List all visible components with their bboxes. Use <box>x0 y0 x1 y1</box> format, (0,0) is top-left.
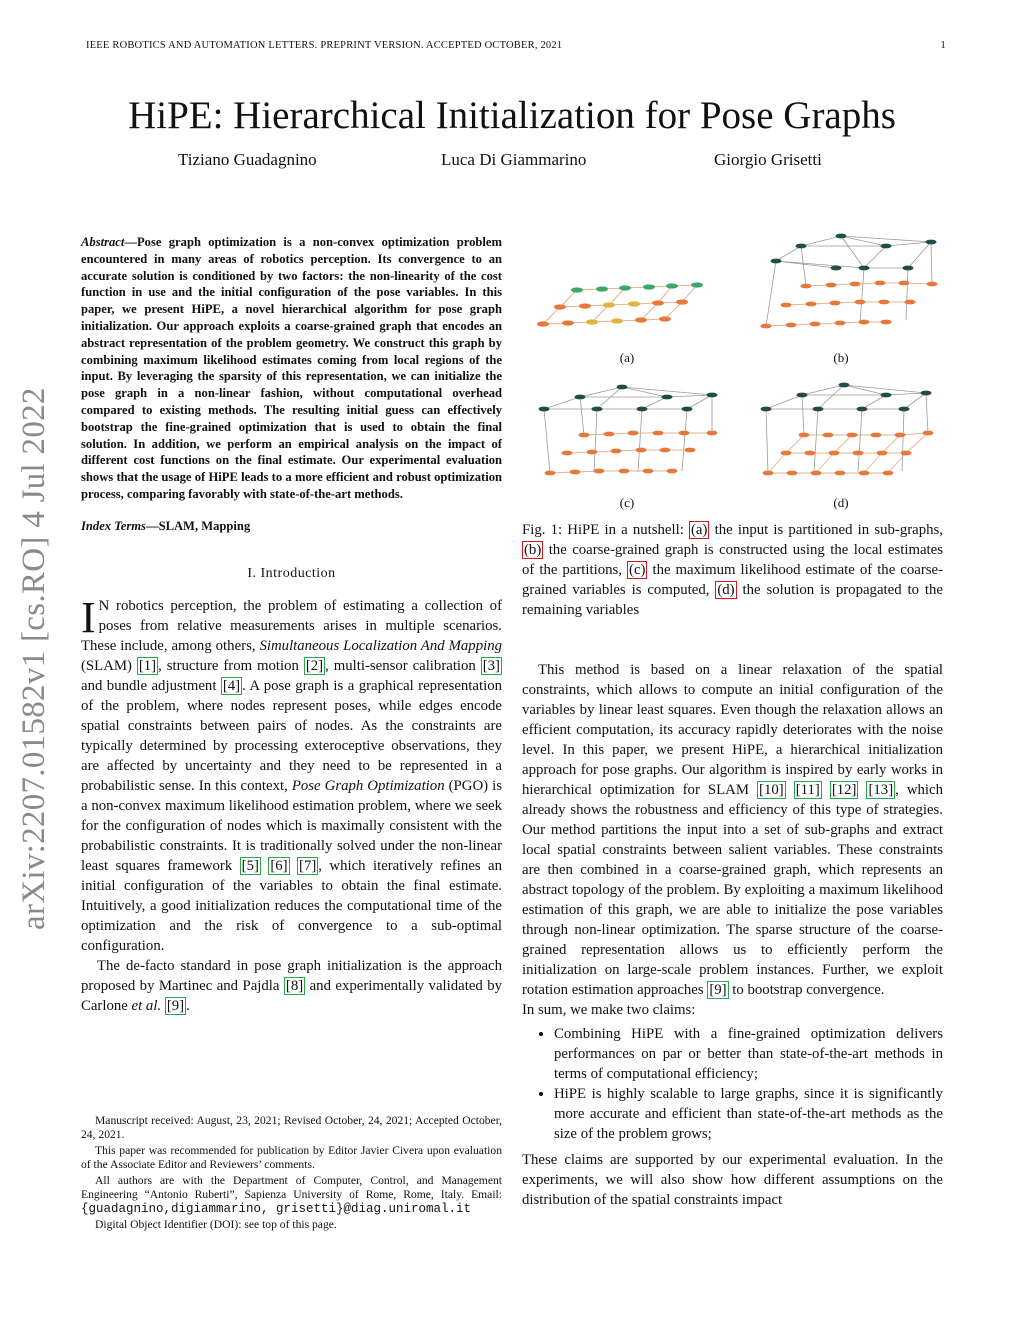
text: , structure from motion <box>158 657 304 674</box>
coarse-node <box>797 393 808 398</box>
subfigure-link-b[interactable]: (b) <box>524 542 542 558</box>
graph-node <box>781 303 792 308</box>
paper-title: HiPE: Hierarchical Initialization for Pose Graphs <box>128 94 896 137</box>
graph-node <box>763 471 774 476</box>
citation-link[interactable]: [7] <box>299 857 317 874</box>
graph-node <box>571 287 583 292</box>
graph-node <box>586 319 598 324</box>
text: The de-facto standard in pose graph initialization is the approach proposed by Martinec and Pajdla <box>81 957 502 994</box>
graph-node <box>636 448 647 453</box>
text: , which iteratively refines an initial configuration of the variables to obtain the final estimate. Intuitively, a good initialization reduces the computational time of the optimization and the risk of convergence to a sub-optimal configuration. <box>81 857 502 954</box>
citation-link[interactable]: [2] <box>305 657 324 674</box>
graph-node <box>801 284 812 289</box>
claims-list <box>522 1024 943 1144</box>
coarse-node <box>881 393 892 398</box>
graph-node <box>826 283 837 288</box>
graph-node <box>691 282 703 287</box>
emph: Simultaneous Localization And Mapping <box>259 637 503 654</box>
dropcap: I <box>81 592 96 642</box>
graph-node <box>652 300 664 305</box>
graph-node <box>781 451 792 456</box>
graph-partitioned <box>522 228 732 348</box>
coarse-node <box>575 395 586 400</box>
email-address[interactable]: {guadagnino,digiammarino, grisetti}@diag.uniromal.it <box>81 1202 472 1216</box>
graph-node <box>611 449 622 454</box>
coarse-node <box>921 391 932 396</box>
subfigure-link-c[interactable]: (c) <box>629 562 646 578</box>
coarse-node <box>857 407 868 412</box>
graph-node <box>570 470 581 475</box>
running-header <box>86 40 946 51</box>
subfigure-label-c: (c) <box>619 495 635 510</box>
graph-node <box>787 471 798 476</box>
left-column <box>81 234 502 1016</box>
list-item: • HiPE is highly scalable to large graphs, since it is significantly more accurate and efficient than state-of-the-art methods as the size of the problem grows; <box>554 1084 943 1144</box>
author-3: Giorgio Grisetti <box>714 150 822 169</box>
graph-coarse-construction <box>736 228 946 348</box>
graph-node <box>611 318 623 323</box>
citation-link[interactable]: [11] <box>795 782 820 798</box>
text: , which already shows the robustness and efficiency of this type of strategies. Our method partitions the input into a set of sub-graphs and extract local spatial constraints between salient variables. These constraints are then combined in a coarse-grained graph, which represents an abstract topology of the problem. By exploiting a maximum likelihood estimation of this graph, we are able to initialize the pose variables through non-linear optimization. The sparse structure of the coarse-grained representation allows us to efficiently perform the initialization on large-scale problem instances. Further, we exploit rotation estimation approaches <box>522 782 944 998</box>
right-column-body <box>522 660 943 1210</box>
coarse-node <box>637 407 648 412</box>
text: to bootstrap convergence. <box>728 982 885 998</box>
graph-node <box>806 302 817 307</box>
list-item: • Combining HiPE with a fine-grained optimization delivers performances on par or better than state-of-the-art methods in terms of computational efficiency; <box>554 1024 943 1084</box>
intro-paragraph-1 <box>81 592 503 956</box>
citation-link[interactable]: [10] <box>759 782 784 798</box>
index-terms-label: Index Terms <box>81 518 146 533</box>
graph-node <box>923 431 934 436</box>
graph-node <box>835 321 846 326</box>
graph-node <box>619 285 631 290</box>
text: . A pose graph is a graphical representation of the problem, where nodes represent poses, while edges encode spatial constraints between pairs of nodes. As the constraints are typically determined by processing exteroceptive observations, they are affected by uncertainty and they need to be represented in a probabilistic sense. In this context, <box>81 677 502 794</box>
coarse-node <box>796 244 807 249</box>
graph-node <box>685 448 696 453</box>
footnote-affiliation <box>81 1174 502 1216</box>
graph-node <box>596 286 608 291</box>
subfigure-link-d[interactable]: (d) <box>717 582 735 598</box>
author-2: Luca Di Giammarino <box>441 150 587 169</box>
citation-link[interactable]: [13] <box>868 782 894 798</box>
index-terms-text: —SLAM, Mapping <box>145 518 251 533</box>
subfigure-a <box>522 228 732 378</box>
graph-node <box>635 317 647 322</box>
graph-node <box>643 284 655 289</box>
claims-intro: In sum, we make two claims: <box>522 1002 696 1018</box>
graph-node <box>619 469 630 474</box>
graph-node <box>881 320 892 325</box>
coarse-node <box>839 383 850 388</box>
graph-node <box>786 323 797 328</box>
graph-node <box>554 304 566 309</box>
text: the maximum likelihood estimate of the coarse-grained variables is computed, <box>522 562 943 598</box>
graph-node <box>676 299 688 304</box>
subfigure-link-a[interactable]: (a) <box>691 522 708 538</box>
coarse-node <box>707 393 718 398</box>
graph-node <box>811 471 822 476</box>
page-number: 1 <box>940 40 946 51</box>
graph-node <box>871 433 882 438</box>
coarse-node <box>899 407 910 412</box>
graph-node <box>810 322 821 327</box>
coarse-node <box>771 259 782 264</box>
coarse-node <box>592 407 603 412</box>
graph-node <box>805 451 816 456</box>
graph-node <box>823 433 834 438</box>
text: (SLAM) <box>81 657 137 674</box>
graph-node <box>579 433 590 438</box>
footnote-editor: This paper was recommended for publication by Editor Javier Civera upon evaluation of the Associate Editor and Reviewers’ comments. <box>81 1144 502 1171</box>
emph: Pose Graph Optimization <box>291 777 445 794</box>
footnotes <box>81 1114 502 1234</box>
citation-link[interactable]: [9] <box>166 997 185 1014</box>
subfigure-label-d: (d) <box>833 495 849 510</box>
emph: et al. <box>131 997 162 1014</box>
graph-node <box>879 300 890 305</box>
graph-node <box>899 281 910 286</box>
graph-node <box>829 451 840 456</box>
text: . <box>186 997 190 1014</box>
graph-node <box>562 320 574 325</box>
coarse-node <box>831 266 842 271</box>
graph-node <box>859 320 870 325</box>
coarse-node <box>836 234 847 239</box>
graph-node <box>901 451 912 456</box>
graph-node <box>562 451 573 456</box>
graph-node <box>853 451 864 456</box>
graph-node <box>579 303 591 308</box>
right-paragraph-2: These claims are supported by our experimental evaluation. In the experiments, we will also show how different assumptions on the distribution of the spatial constraints impact <box>522 1152 943 1208</box>
coarse-node <box>682 407 693 412</box>
subfigure-b <box>736 228 946 378</box>
citation-link[interactable]: [1] <box>138 657 157 674</box>
text: the solution is propagated to the remaining variables <box>522 582 943 618</box>
graph-node <box>877 451 888 456</box>
citation-link[interactable]: [5] <box>241 857 259 874</box>
graph-node <box>594 469 605 474</box>
right-paragraph-1 <box>522 660 943 1000</box>
text: , multi-sensor calibration <box>325 657 481 674</box>
footnote-doi: Digital Object Identifier (DOI): see top of this page. <box>95 1218 337 1231</box>
coarse-node <box>539 407 550 412</box>
coarse-node <box>903 266 914 271</box>
abstract <box>81 234 502 503</box>
graph-node <box>659 316 671 321</box>
graph-node <box>875 281 886 286</box>
graph-node <box>847 433 858 438</box>
text: the input is partitioned in sub-graphs, <box>709 522 943 538</box>
text: N robotics perception, the problem of estimating a collection of poses from relative measurements arises in multiple scenarios. These include, among others, <box>81 597 502 654</box>
coarse-node <box>662 395 673 400</box>
coarse-node <box>813 407 824 412</box>
graph-node <box>660 448 671 453</box>
subfigure-label-a: (a) <box>619 350 635 365</box>
subfigure-d <box>736 373 946 523</box>
text: and bundle adjustment <box>81 677 221 694</box>
graph-node <box>628 431 639 436</box>
citation-link[interactable]: [3] <box>482 657 500 674</box>
graph-node <box>905 300 916 305</box>
section-heading-introduction: I. Introduction <box>247 565 336 581</box>
text: All authors are with the Department of Computer, Control, and Management Engineering “Antonio Ruberti”, Sapienza University of Rome, Rome, Italy. Email: <box>81 1174 502 1201</box>
graph-node <box>667 469 678 474</box>
coarse-node <box>859 266 870 271</box>
subfigure-c <box>522 373 732 523</box>
figure-caption <box>522 520 943 620</box>
coarse-node <box>761 407 772 412</box>
graph-propagated-solution <box>736 373 946 493</box>
graph-node <box>545 471 556 476</box>
graph-coarse-estimate <box>522 373 732 493</box>
text: the coarse-grained graph is constructed using the local estimates of the partitions, <box>522 542 943 578</box>
graph-node <box>859 471 870 476</box>
graph-node <box>679 431 690 436</box>
graph-node <box>603 302 615 307</box>
text: This method is based on a linear relaxation of the spatial constraints, which allows to compute an initial configuration of the variables by linear least squares. Even though the relaxation allows an efficient computation, its accuracy rapidly deteriorates with the noise level. In this paper, we present HiPE, a hierarchical initialization approach for pose graphs. Our algorithm is inspired by early works in hierarchical optimization for SLAM <box>522 662 943 798</box>
coarse-node <box>881 244 892 249</box>
graph-node <box>587 450 598 455</box>
footnote-manuscript: Manuscript received: August, 23, 2021; Revised October, 24, 2021; Accepted October, 24, 2021. <box>81 1114 502 1141</box>
graph-node <box>628 301 640 306</box>
citation-link[interactable]: [6] <box>270 857 288 874</box>
abstract-text: —Pose graph optimization is a non-convex optimization problem encountered in many areas of robotics perception. Its convergence to an accurate solution is conditioned by two factors: the non-linearity of the cost function in use and the initial configuration of the pose variables. In this paper, we present HiPE, a novel hierarchical algorithm for pose graph initialization. Our approach exploits a coarse-grained graph that encodes an abstract representation of the problem geometry. We construct this graph by combining maximum likelihood estimates coming from local regions of the input. By leveraging the sparsity of this representation, we can initialize the pose graph in a non-linear fashion, without computational overhead compared to existing methods. The resulting initial guess can effectively bootstrap the fine-grained optimization that is used to obtain the final solution. In addition, we perform an empirical analysis on the impact of different cost functions on the final estimate. Our experimental evaluation shows that the usage of HiPE leads to a more efficient and robust optimization process, comparing favorably with state-of-the-art methods. <box>81 235 502 501</box>
graph-node <box>537 321 549 326</box>
author-1: Tiziano Guadagnino <box>178 150 317 169</box>
text: and experimentally validated by Carlone <box>81 977 503 1014</box>
graph-node <box>927 282 938 287</box>
graph-node <box>830 301 841 306</box>
graph-node <box>707 431 718 436</box>
graph-node <box>850 282 861 287</box>
graph-node <box>799 433 810 438</box>
text: (PGO) is a non-convex maximum likelihood estimation problem, where we seek for the configuration of nodes which is maximally consistent with the probabilistic constraints. It is traditionally solved under the non-linear least squares framework <box>81 777 502 874</box>
abstract-label: Abstract <box>81 235 125 249</box>
citation-link[interactable]: [12] <box>831 782 857 798</box>
graph-node <box>604 432 615 437</box>
journal-name: IEEE ROBOTICS AND AUTOMATION LETTERS. PREPRINT VERSION. ACCEPTED OCTOBER, 2021 <box>86 40 563 51</box>
arxiv-stamp[interactable]: arXiv:2207.01582v1 [cs.RO] 4 Jul 2022 <box>16 387 52 930</box>
intro-paragraph-2 <box>81 956 502 1016</box>
graph-node <box>653 431 664 436</box>
text: Fig. 1: HiPE in a nutshell: <box>522 522 689 538</box>
graph-node <box>761 324 772 329</box>
index-terms <box>81 516 502 536</box>
subfigure-label-b: (b) <box>833 350 849 365</box>
coarse-node <box>617 385 628 390</box>
graph-node <box>855 300 866 305</box>
graph-node <box>666 283 678 288</box>
graph-node <box>643 469 654 474</box>
citation-link[interactable]: [9] <box>709 982 727 998</box>
graph-node <box>895 433 906 438</box>
graph-node <box>835 471 846 476</box>
citation-link[interactable]: [4] <box>222 677 241 694</box>
citation-link[interactable]: [8] <box>285 977 304 994</box>
graph-node <box>883 471 894 476</box>
coarse-node <box>926 240 937 245</box>
